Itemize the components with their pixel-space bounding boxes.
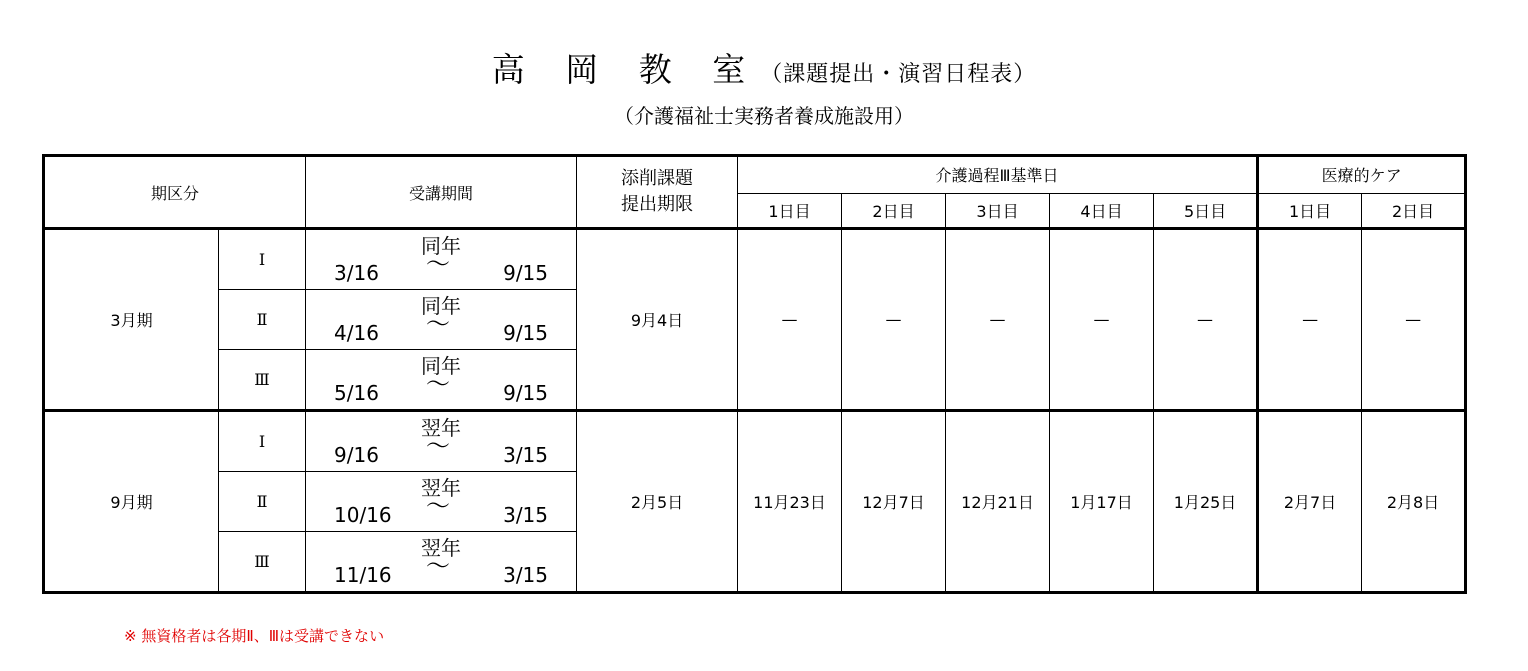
care-date-cell: 12月7日	[842, 411, 946, 593]
range-to: 9/15	[503, 381, 549, 405]
sub-period-roman: Ⅱ	[219, 472, 306, 532]
range-to: 9/15	[503, 321, 549, 345]
range-tilde: ～	[426, 370, 451, 398]
range-to: 3/15	[503, 503, 549, 527]
range-from: 11/16	[334, 563, 392, 587]
range-tilde: ～	[426, 250, 451, 278]
table-row	[44, 411, 1466, 472]
range-cell	[306, 532, 577, 593]
table-row	[44, 229, 1466, 290]
term-label: 9月期	[44, 411, 219, 593]
range-from: 10/16	[334, 503, 392, 527]
range-from: 5/16	[334, 381, 379, 405]
range-cell	[306, 229, 577, 290]
range-year: 同年	[421, 234, 462, 258]
range-year: 翌年	[421, 476, 462, 500]
care-date-cell: —	[738, 229, 842, 411]
range-year: 同年	[421, 354, 462, 378]
header-med-group: 医療的ケア	[1258, 156, 1466, 194]
range-to: 9/15	[503, 261, 549, 285]
range-tilde: ～	[426, 310, 451, 338]
title-sub: （課題提出・演習日程表）	[760, 62, 1037, 87]
header-period: 期区分	[44, 156, 306, 229]
header-deadline: 添削課題 提出期限	[577, 156, 738, 229]
range-tilde: ～	[426, 492, 451, 520]
med-date-cell: 2月7日	[1258, 411, 1362, 593]
range-year: 翌年	[421, 536, 462, 560]
deadline-cell: 9月4日	[577, 229, 738, 411]
care-date-cell: —	[946, 229, 1050, 411]
header-med-day: 2日目	[1362, 193, 1466, 229]
term-label: 3月期	[44, 229, 219, 411]
med-date-cell: —	[1258, 229, 1362, 411]
range-from: 3/16	[334, 261, 379, 285]
header-med-day: 1日目	[1258, 193, 1362, 229]
range-year: 同年	[421, 294, 462, 318]
care-date-cell: 11月23日	[738, 411, 842, 593]
header-care-day: 3日目	[946, 193, 1050, 229]
care-date-cell: —	[842, 229, 946, 411]
range-cell	[306, 350, 577, 411]
header-care-day: 1日目	[738, 193, 842, 229]
care-date-cell: —	[1154, 229, 1258, 411]
range-tilde: ～	[426, 552, 451, 580]
header-care-group: 介護過程Ⅲ基準日	[738, 156, 1258, 194]
range-cell	[306, 472, 577, 532]
sub-period-roman: Ⅲ	[219, 532, 306, 593]
title-main: 高 岡 教 室	[491, 50, 761, 89]
med-date-cell: —	[1362, 229, 1466, 411]
care-date-cell: 1月25日	[1154, 411, 1258, 593]
sub-period-roman: Ⅰ	[219, 411, 306, 472]
header-range: 受講期間	[306, 156, 577, 229]
care-date-cell: —	[1050, 229, 1154, 411]
sub-period-roman: Ⅱ	[219, 290, 306, 350]
range-to: 3/15	[503, 563, 549, 587]
header-care-day: 5日目	[1154, 193, 1258, 229]
sub-period-roman: Ⅲ	[219, 350, 306, 411]
page-subtitle: （介護福祉士実務者養成施設用）	[614, 104, 914, 128]
range-to: 3/15	[503, 443, 549, 467]
footnote: ※ 無資格者は各期Ⅱ、Ⅲは受講できない	[124, 627, 385, 645]
range-from: 4/16	[334, 321, 379, 345]
deadline-cell: 2月5日	[577, 411, 738, 593]
range-cell	[306, 290, 577, 350]
range-year: 翌年	[421, 416, 462, 440]
care-date-cell: 1月17日	[1050, 411, 1154, 593]
sub-period-roman: Ⅰ	[219, 229, 306, 290]
care-date-cell: 12月21日	[946, 411, 1050, 593]
header-care-day: 4日目	[1050, 193, 1154, 229]
range-tilde: ～	[426, 432, 451, 460]
range-from: 9/16	[334, 443, 379, 467]
header-care-day: 2日目	[842, 193, 946, 229]
med-date-cell: 2月8日	[1362, 411, 1466, 593]
page-title	[0, 44, 1528, 91]
range-cell	[306, 411, 577, 472]
schedule-table	[42, 154, 1467, 594]
